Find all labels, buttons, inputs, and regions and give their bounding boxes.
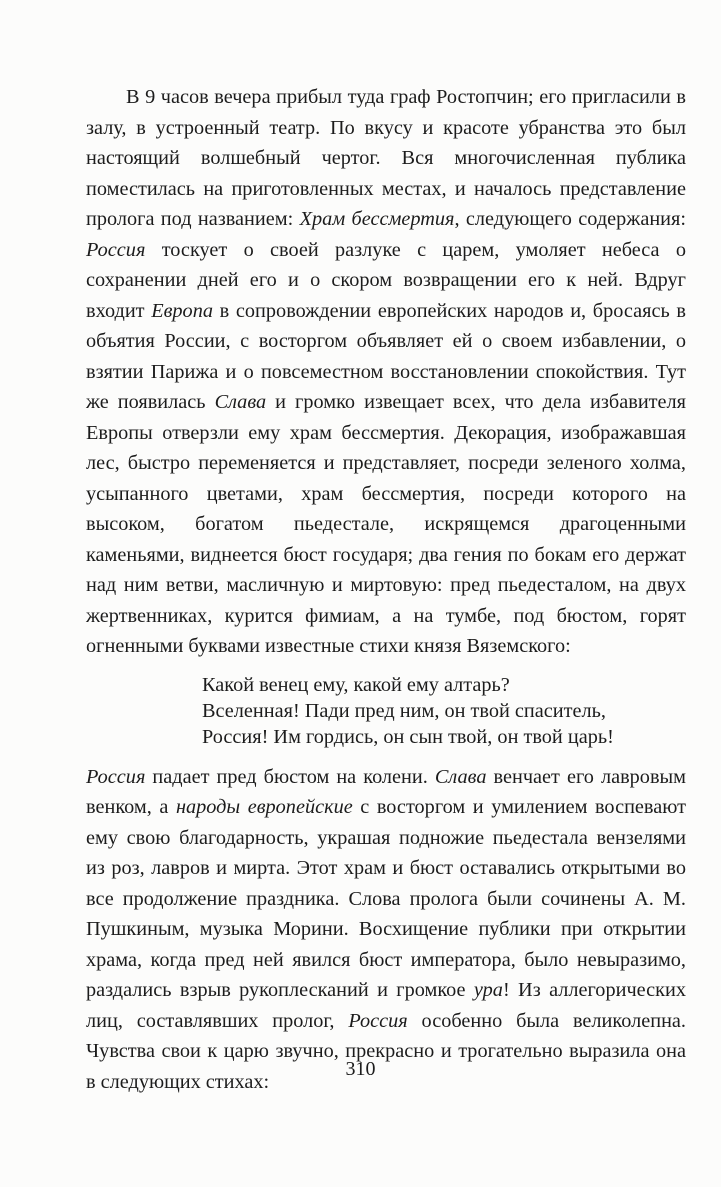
verse-line: Какой венец ему, какой ему алтарь?: [202, 673, 510, 696]
italic-character: Европа: [151, 299, 213, 322]
verse-line: Россия! Им гордись, он сын твой, он твой царь!: [202, 725, 614, 748]
italic-character: Россия: [86, 765, 146, 788]
italic-character: Слава: [214, 391, 267, 413]
italic-character: Слава: [434, 765, 487, 788]
italic-character: Россия: [348, 1009, 408, 1032]
verse-line: Вселенная! Пади пред ним, он твой спаситель,: [202, 699, 606, 722]
text-run: и громко извещает всех, что дела избавителя Европы отверзли ему храм бессмертия. Декорация, изображавшая лес, быстро переменяется и представляет, посреди зеленого холма, усыпанного цветами, храм бессмертия, посреди которого на высоком, богатом пьедестале, искрящемся драгоценными каменьями, виднеется бюст государя; два гения по бокам его держат над ним ветви, масличную и миртовую: пред пьедесталом, на двух жертвенниках, курится фимиам, а на тумбе, под бюстом, горят огненными буквами известные стихи князя Вяземского:: [86, 391, 686, 657]
text-run: ! Из аллегорических лиц, составлявших пролог,: [86, 979, 686, 1032]
text-run: В 9 часов вечера прибыл туда граф Ростопчин; его пригласили в залу, в устроенный театр. По вкусу и красоте убранства это был настоящий волшебный чертог. Вся многочисленная публика поместилась на приготовленных местах, и началось представление пролога под названием:: [86, 86, 686, 230]
italic-character: Россия: [86, 238, 146, 261]
text-run: венчает его лавровым венком, а: [86, 765, 686, 818]
text-run: , следующего содержания:: [454, 208, 686, 230]
body-text: [86, 82, 686, 1097]
paragraph-2: [86, 762, 686, 1098]
italic-title: Храм бессмертия: [299, 208, 455, 230]
text-run: тоскует о своей разлуке с царем, умоляет небеса о сохранении дней его и о скором возвращении его к ней. Вдруг входит: [86, 238, 686, 322]
verse-block: [202, 672, 686, 750]
text-run: падает пред бюстом на колени.: [145, 765, 435, 788]
paragraph-1: [86, 82, 686, 662]
text-run: особенно была великолепна. Чувства свои к царю звучно, прекрасно и трогательно выразила она в следующих стихах:: [86, 1009, 687, 1093]
italic-exclamation: ура: [473, 979, 503, 1001]
text-run: в сопровождении европейских народов и, бросаясь в объятия России, с восторгом объявляет ей о своем избавлении, о взятии Парижа и о повсеместном восстановлении спокойствия. Тут же появилась: [86, 299, 686, 413]
page-number: 310: [345, 1058, 376, 1080]
italic-character: народы европейские: [175, 796, 353, 818]
text-run: с восторгом и умилением воспевают ему свою благодарность, украшая подножие пьедестала вензелями из роз, лавров и мирта. Этот храм и бюст оставались открытыми во все продолжение праздника. Слова пролога были сочинены А. М. Пушкиным, музыка Морини. Восхищение публики при открытии храма, когда пред ней явился бюст императора, было невыразимо, раздались взрыв рукоплесканий и громкое: [86, 796, 686, 1001]
